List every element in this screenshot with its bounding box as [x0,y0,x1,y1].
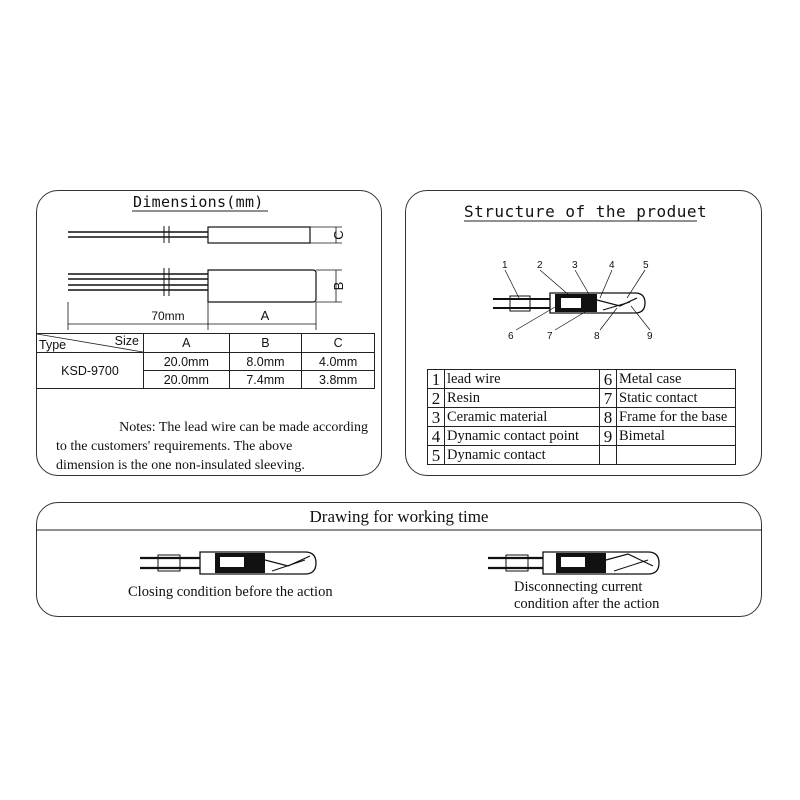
type-size-header-cell [37,334,144,353]
part-label: Ceramic material [445,408,600,427]
table-row [428,370,736,389]
table-cell: 3.8mm [302,371,375,389]
closing-caption: Closing condition before the action [128,584,333,600]
table-row [428,446,736,465]
parts-table [427,369,736,465]
table-cell: 4.0mm [302,353,375,371]
part-label: Metal case [617,370,736,389]
part-label: Dynamic contact [445,446,600,465]
dimensions-notes [40,418,374,475]
working-time-title: Drawing for working time [309,507,489,526]
part-label: Bimetal [617,427,736,446]
title-divider [36,529,762,533]
table-cell: 20.0mm [144,353,230,371]
part-label: Static contact [617,389,736,408]
callout-1: 1 [502,260,508,271]
dimensions-table [36,333,375,389]
empty-cell [617,446,736,465]
dim-label-b: B [331,281,346,291]
part-label: Dynamic contact point [445,427,600,446]
dim-label-c: C [331,230,346,240]
structure-title: Structure of the produet [464,202,708,221]
column-header-b: B [229,334,302,353]
header-type: Type [39,338,67,352]
part-num: 2 [428,389,445,408]
part-label: Frame for the base [617,408,736,427]
empty-cell [600,446,617,465]
disconnecting-caption-line-1: Disconnecting current [514,579,643,595]
dim-label-70mm: 70mm [151,309,185,323]
table-row [37,353,375,371]
structure-drawing [405,190,762,350]
callout-5: 5 [643,260,649,271]
part-num: 9 [600,427,617,446]
sensor-side-view [68,226,342,243]
table-row [428,408,736,427]
callout-6: 6 [508,331,514,342]
callout-9: 9 [647,331,653,342]
part-num: 1 [428,370,445,389]
part-num: 8 [600,408,617,427]
type-name-cell: KSD-9700 [37,353,144,389]
part-label: Resin [445,389,600,408]
dimensions-title: Dimensions(mm) [133,193,264,211]
table-cell: 7.4mm [229,371,302,389]
part-label: lead wire [445,370,600,389]
header-size: Size [114,334,139,348]
callout-7: 7 [547,331,553,342]
notes-line-1: Notes: The lead wire can be made according [119,420,368,435]
dim-label-a: A [260,308,270,323]
disconnecting-caption [480,579,700,613]
part-num: 5 [428,446,445,465]
callout-2: 2 [537,260,543,271]
notes-line-3: dimension is the one non-insulated sleeving. [56,458,305,473]
dimensions-drawing [36,190,382,340]
closing-condition-drawing [140,546,360,580]
disconnecting-condition-drawing [488,546,708,580]
table-row [428,427,736,446]
notes-line-2: to the customers' requirements. The above [56,439,293,454]
column-header-c: C [302,334,375,353]
part-num: 6 [600,370,617,389]
column-header-a: A [144,334,230,353]
table-cell: 8.0mm [229,353,302,371]
sensor-top-view [68,268,342,302]
callout-8: 8 [594,331,600,342]
callout-3: 3 [572,260,578,271]
table-row [428,389,736,408]
part-num: 3 [428,408,445,427]
disconnecting-caption-line-2: condition after the action [514,596,660,612]
table-cell: 20.0mm [144,371,230,389]
callout-4: 4 [609,260,615,271]
part-num: 4 [428,427,445,446]
part-num: 7 [600,389,617,408]
table-header-row [37,334,375,353]
